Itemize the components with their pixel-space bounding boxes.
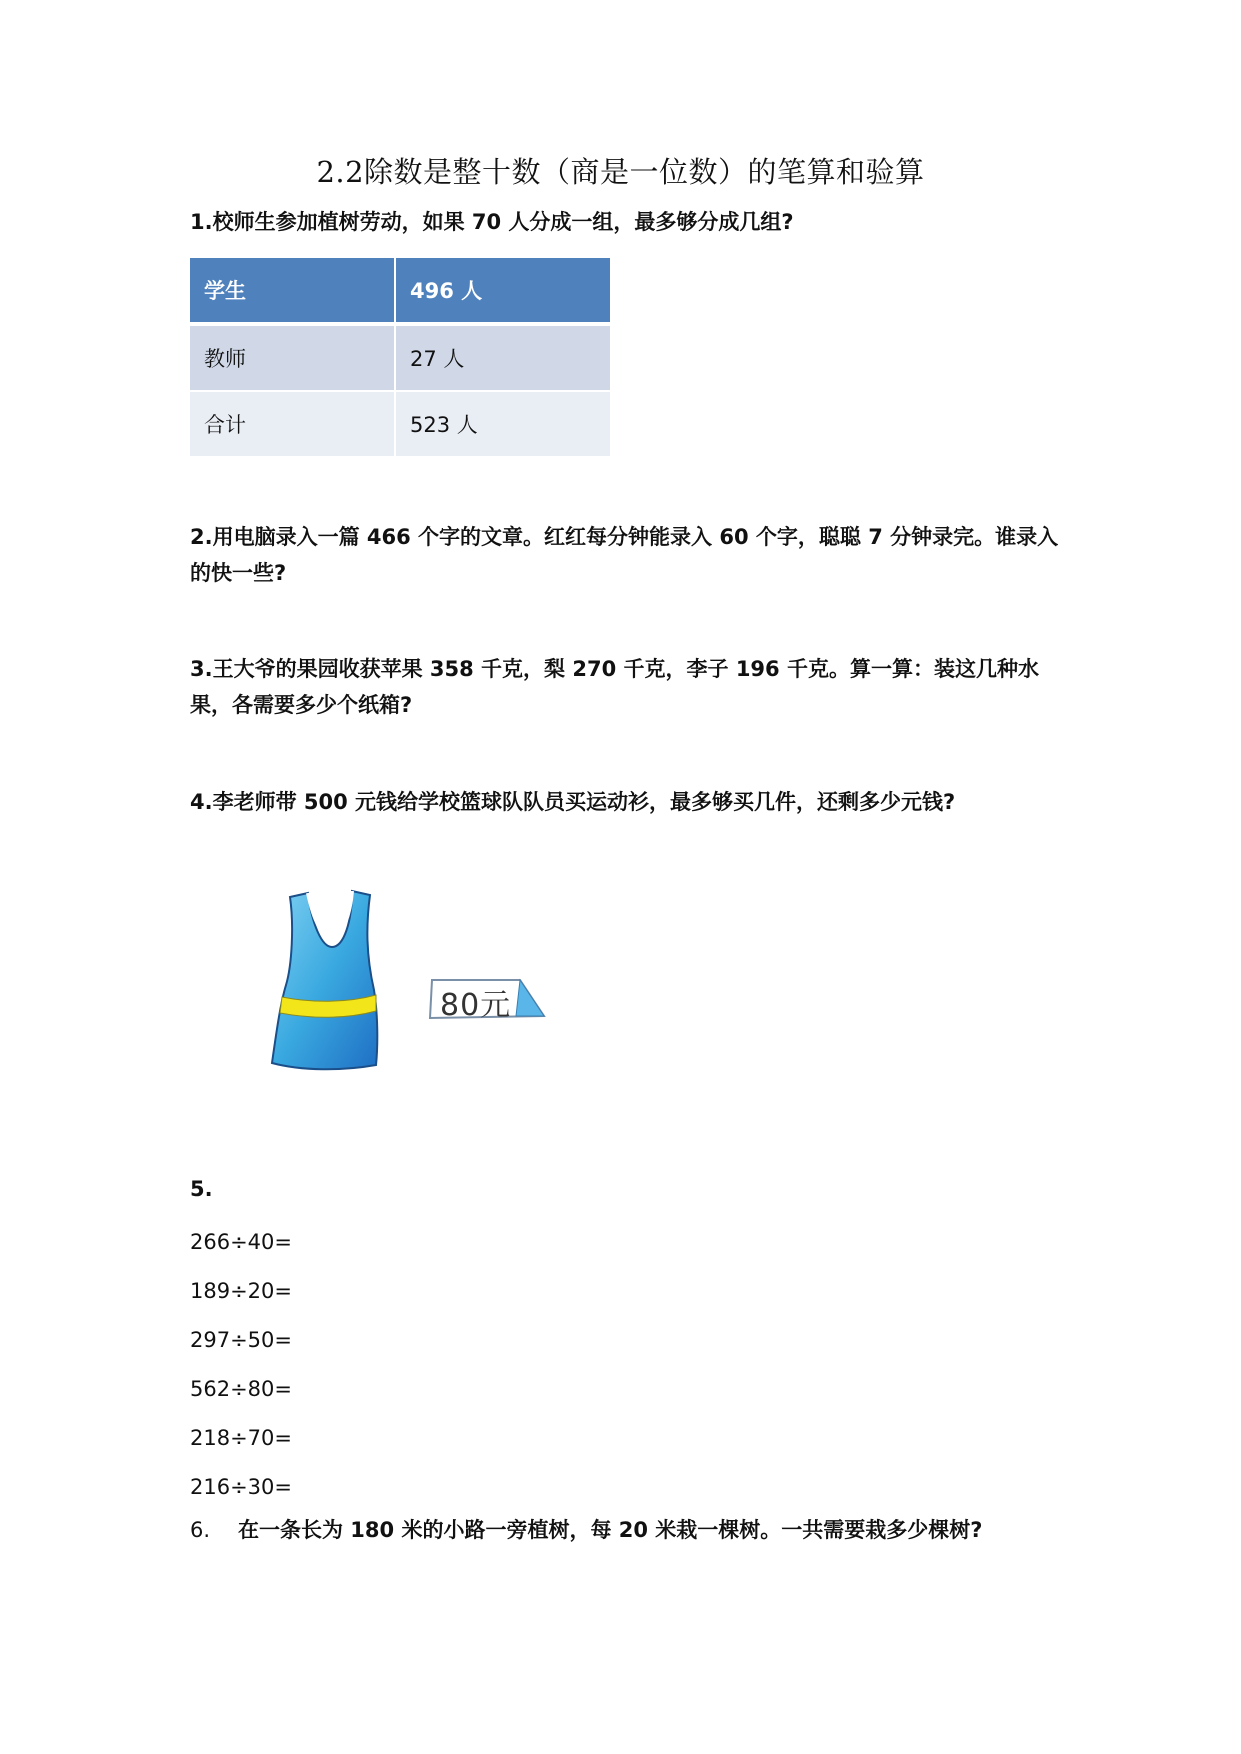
question-6 [190,1512,1090,1548]
question-6-text: 在一条长为 180 米的小路一旁植树，每 20 米栽一棵树。一共需要栽多少棵树? [238,1518,983,1542]
list-item: 216÷30= [190,1475,292,1499]
list-item: 266÷40= [190,1230,292,1254]
division-exercises [190,1218,292,1512]
question-4: 4.李老师带 500 元钱给学校篮球队队员买运动衫，最多够买几件，还剩多少元钱? [190,790,956,814]
table-cell: 教师 [189,324,395,391]
table-cell: 27 人 [395,324,611,391]
table-row [189,324,611,391]
price-label: 80元 [440,988,512,1023]
table-cell: 523 人 [395,391,611,457]
table-row [189,391,611,457]
list-item: 189÷20= [190,1279,292,1303]
question-1: 1.校师生参加植树劳动，如果 70 人分成一组，最多够分成几组? [190,210,794,234]
vest-icon [262,885,392,1075]
list-item: 562÷80= [190,1377,292,1401]
page-title: 2.2除数是整十数（商是一位数）的笔算和验算 [316,155,925,189]
question-5: 5. [190,1177,213,1201]
question-3: 3.王大爷的果园收获苹果 358 千克，梨 270 千克，李子 196 千克。算一算：装这几种水果，各需要多少个纸箱? [190,657,1039,717]
list-item: 297÷50= [190,1328,292,1352]
question-6-number: 6. [190,1518,211,1542]
table-cell: 学生 [189,257,395,324]
people-table [188,256,612,458]
list-item: 218÷70= [190,1426,292,1450]
table-cell: 合计 [189,391,395,457]
table-cell: 496 人 [395,257,611,324]
table-header-row [189,257,611,324]
question-2: 2.用电脑录入一篇 466 个字的文章。红红每分钟能录入 60 个字，聪聪 7 分钟录完。谁录入的快一些? [190,525,1059,585]
